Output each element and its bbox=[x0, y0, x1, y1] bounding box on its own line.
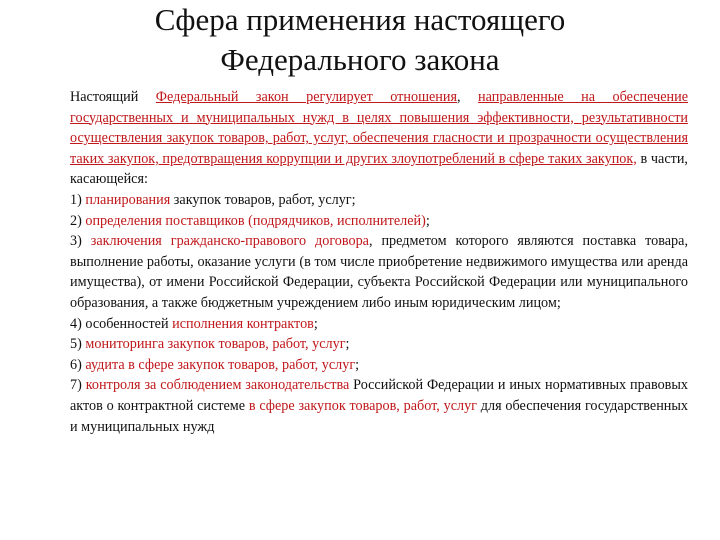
law-link[interactable]: Федеральный закон регулирует отношения bbox=[155, 89, 458, 105]
list-item-1 bbox=[70, 190, 688, 211]
list-item-6 bbox=[70, 355, 688, 376]
item-7-text-2: для обеспечения государственных и муниципальных нужд bbox=[70, 397, 689, 435]
item-7-highlight-2: в сфере закупок товаров, работ, услуг bbox=[248, 397, 478, 414]
purpose-link[interactable]: направленные на обеспечение государственных и муниципальных нужд в целях повышения эффективности, результативности осуществления закупок товаров, работ, услуг, обеспечения гласности и прозрачности осуществления таких закупок, предотвращения коррупции и других злоупотреблений в сфере таких закупок, bbox=[70, 89, 689, 167]
item-number: 4) bbox=[70, 315, 86, 332]
title-line-2: Федерального закона bbox=[220, 42, 500, 77]
item-number: 5) bbox=[70, 336, 86, 353]
item-number: 6) bbox=[70, 356, 86, 373]
item-number: 3) bbox=[70, 233, 91, 250]
item-number: 2) bbox=[70, 212, 86, 229]
intro-text-2: , bbox=[457, 89, 479, 105]
list-item-2 bbox=[70, 211, 688, 232]
list-item-4 bbox=[70, 314, 688, 335]
item-5-highlight: мониторинга закупок товаров, работ, услуг bbox=[85, 336, 346, 353]
item-3-highlight: заключения гражданско-правового договора bbox=[90, 233, 369, 250]
item-7-highlight: контроля за соблюдением законодательства bbox=[85, 377, 350, 394]
slide-body bbox=[70, 87, 688, 437]
item-6-text: ; bbox=[355, 356, 360, 373]
intro-paragraph bbox=[70, 87, 688, 190]
item-1-text: закупок товаров, работ, услуг; bbox=[170, 191, 356, 208]
item-1-highlight: планирования bbox=[85, 191, 171, 208]
item-number: 1) bbox=[70, 191, 86, 208]
intro-text-1: Настоящий bbox=[70, 89, 139, 105]
item-2-text: ; bbox=[425, 212, 430, 229]
item-5-text: ; bbox=[345, 336, 350, 353]
item-6-highlight: аудита в сфере закупок товаров, работ, услуг bbox=[85, 356, 356, 373]
item-4-text: ; bbox=[313, 315, 318, 332]
item-4-highlight: исполнения контрактов bbox=[172, 315, 314, 332]
intro-text-3: в части, касающейся: bbox=[70, 150, 688, 188]
title-line-1: Сфера применения настоящего bbox=[154, 2, 566, 37]
item-3-text: , предметом которого являются поставка товара, выполнение работы, оказание услуги (в том числе приобретение недвижимого имущества или аренда имущества), от имени Российской Федерации, субъекта Российской Федерации или муниципального образования, а также бюджетным учреждением либо иным юридическим лицом; bbox=[70, 233, 688, 311]
list-item-7 bbox=[70, 375, 688, 437]
item-number: 7) bbox=[70, 377, 86, 394]
slide-title bbox=[0, 0, 720, 80]
item-2-highlight: определения поставщиков (подрядчиков, исполнителей) bbox=[85, 212, 426, 229]
list-item-3 bbox=[70, 231, 688, 313]
list-item-5 bbox=[70, 334, 688, 355]
item-7-text: Российской Федерации и иных нормативных правовых актов о контрактной системе bbox=[70, 377, 689, 414]
item-4-prefix: особенностей bbox=[85, 315, 173, 332]
